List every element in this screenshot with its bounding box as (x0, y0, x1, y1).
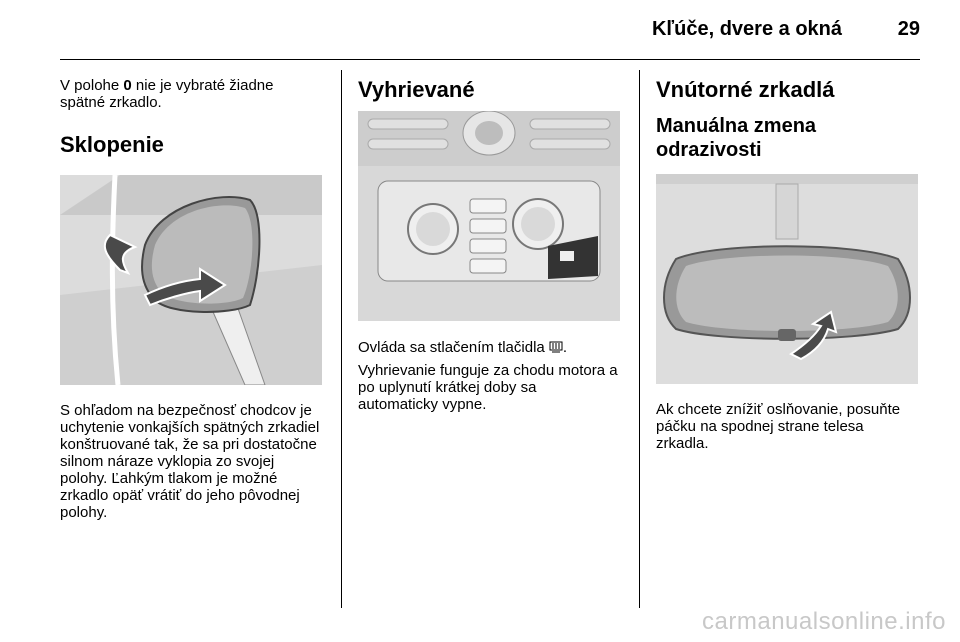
climate-control-panel-illustration (358, 111, 620, 321)
heating-paragraph-2: Vyhrievanie funguje za chodu motora a po uplynutí krátkej doby sa automaticky vypne. (358, 362, 618, 413)
section-heading-sklopenie: Sklopenie (60, 132, 164, 157)
column-2 (358, 72, 620, 413)
subheading-manual-dimming: Manuálna zmena odrazivosti (656, 115, 817, 161)
intro-paragraph: V polohe 0 nie je vybraté žiadne spätné zrkadlo. (60, 77, 274, 111)
rear-window-heater-icon (549, 340, 563, 357)
column-3 (656, 72, 918, 452)
section-heading-vnutorne-zrkadla: Vnútorné zrkadlá (656, 77, 835, 102)
section-heading-vyhrievane: Vyhrievané (358, 77, 475, 102)
folding-mirror-illustration (60, 175, 322, 385)
page-number: 29 (897, 18, 920, 40)
watermark: carmanualsonline.info (702, 608, 946, 635)
column-divider-1 (341, 70, 342, 608)
heating-paragraph-1: Ovláda sa stlačením tlačidla . (358, 339, 568, 356)
position-zero: 0 (123, 77, 132, 94)
column-divider-2 (639, 70, 640, 608)
column-1 (60, 72, 322, 521)
dimming-paragraph: Ak chcete znížiť oslňovanie, posuňte páčku na spodnej strane telesa zrkadla. (656, 401, 901, 452)
folding-paragraph: S ohľadom na bezpečnosť chodcov je uchytenie vonkajších spätných zrkadiel konštruované tak, že sa pri dostatočne silnom náraze vyklopia zo svojej polohy. Ľahkým tlakom je možné zrkadlo opäť vrátiť do jeho pôvodnej polohy. (60, 402, 320, 521)
interior-mirror-illustration (656, 174, 918, 384)
header-title: Kľúče, dvere a okná (651, 18, 842, 40)
header-rule (60, 59, 920, 60)
